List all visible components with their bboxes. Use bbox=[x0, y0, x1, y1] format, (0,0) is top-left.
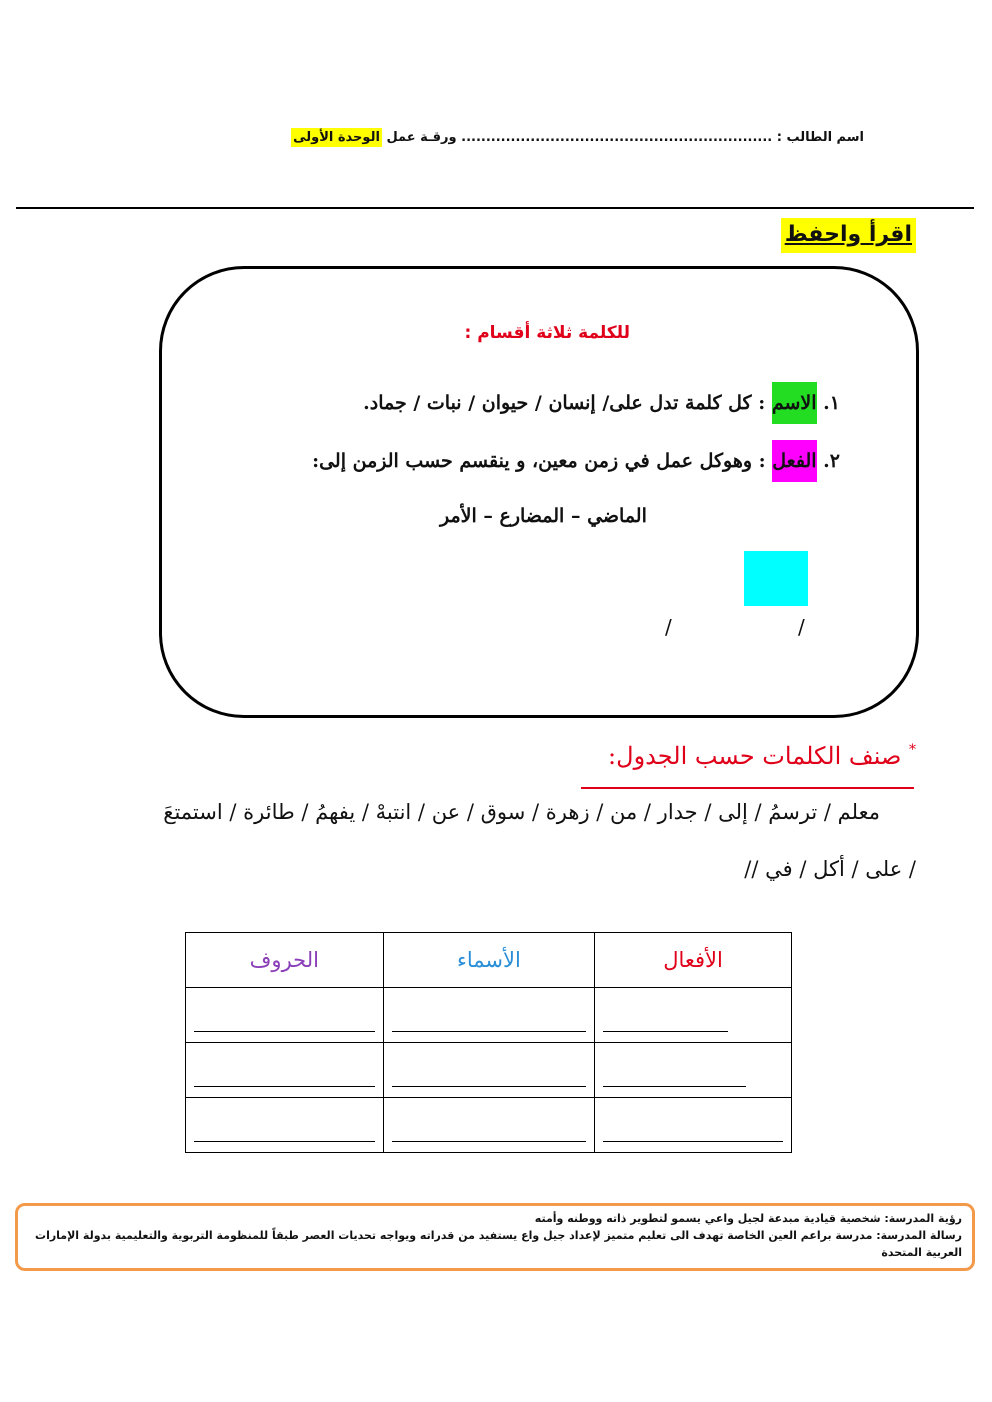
word-parts-intro: للكلمة ثلاثة أقسام : bbox=[464, 323, 630, 343]
rule-number: ٢. bbox=[823, 450, 840, 472]
rule-item-noun bbox=[363, 392, 840, 414]
name-dots: ............................................................... bbox=[461, 130, 773, 145]
term-noun: الاسم bbox=[772, 382, 817, 424]
verb-tenses: الماضي – المضارع – الأمر bbox=[440, 505, 647, 527]
unit-label: الوحدة الأولى bbox=[293, 130, 380, 145]
separator-slash: / bbox=[665, 615, 672, 639]
answer-blank[interactable] bbox=[194, 1031, 375, 1032]
word-list-line-1: معلم / ترسمُ / إلى / جدار / من / زهرة / سوق / عن / انتبهْ / يفهمُ / طائرة / استمتعَ bbox=[163, 800, 880, 824]
worksheet-label: ورقـة عمل bbox=[386, 130, 457, 145]
header-divider bbox=[16, 207, 974, 209]
school-footer bbox=[15, 1203, 975, 1271]
answer-cell[interactable] bbox=[383, 1043, 595, 1098]
worksheet-header bbox=[224, 130, 864, 145]
table-row bbox=[186, 988, 792, 1043]
answer-cell[interactable] bbox=[595, 1043, 792, 1098]
table-header-row bbox=[186, 933, 792, 988]
answer-blank[interactable] bbox=[194, 1086, 375, 1087]
answer-cell[interactable] bbox=[186, 988, 384, 1043]
answer-cell[interactable] bbox=[186, 1043, 384, 1098]
answer-cell[interactable] bbox=[383, 1098, 595, 1153]
highlight-box bbox=[744, 551, 808, 606]
answer-blank[interactable] bbox=[603, 1031, 728, 1032]
word-list-line-2: / على / أكل / في // bbox=[744, 857, 916, 881]
classify-title-text: صنف الكلمات حسب الجدول: bbox=[608, 742, 902, 770]
school-mission: رسالة المدرسة: مدرسة براعم العين الخاصة تهدف الى تعليم متميز لإعداد جيل واع يستفيد من قدراته ويواجه تحديات العصر طبقاً للمنظومة التربوية والتعليمية بدولة الإمارات العربية المتحدة bbox=[35, 1229, 962, 1259]
answer-blank[interactable] bbox=[194, 1141, 375, 1142]
classification-table bbox=[185, 932, 792, 1153]
answer-cell[interactable] bbox=[595, 988, 792, 1043]
answer-blank[interactable] bbox=[392, 1141, 587, 1142]
rule-number: ١. bbox=[823, 392, 840, 414]
star-marker: * bbox=[909, 742, 916, 758]
answer-blank[interactable] bbox=[392, 1086, 587, 1087]
header-nouns: الأسماء bbox=[383, 933, 595, 988]
rule-item-verb bbox=[312, 450, 840, 472]
table-row bbox=[186, 1098, 792, 1153]
header-verbs: الأفعال bbox=[595, 933, 792, 988]
classify-underline bbox=[581, 787, 914, 789]
term-verb: الفعل bbox=[772, 440, 816, 482]
answer-cell[interactable] bbox=[186, 1098, 384, 1153]
student-name-label: اسم الطالب : bbox=[776, 130, 864, 145]
answer-blank[interactable] bbox=[392, 1031, 587, 1032]
rule-text: : وهوكل عمل في زمن معين، و ينقسم حسب الزمن إلى: bbox=[312, 450, 766, 472]
read-memorize-title: اقرأ واحفظ bbox=[781, 218, 916, 253]
answer-cell[interactable] bbox=[595, 1098, 792, 1153]
answer-blank[interactable] bbox=[603, 1086, 746, 1087]
answer-blank[interactable] bbox=[603, 1141, 783, 1142]
school-vision: رؤية المدرسة: شخصية قيادية مبدعة لجيل واعي يسمو لتطوير ذاته ووطنه وأمته bbox=[534, 1212, 962, 1225]
classify-title bbox=[608, 742, 916, 770]
answer-cell[interactable] bbox=[383, 988, 595, 1043]
header-letters: الحروف bbox=[186, 933, 384, 988]
separator-slash: / bbox=[798, 615, 805, 639]
rule-text: : كل كلمة تدل على/ إنسان / حيوان / نبات / جماد. bbox=[363, 392, 766, 414]
table-row bbox=[186, 1043, 792, 1098]
